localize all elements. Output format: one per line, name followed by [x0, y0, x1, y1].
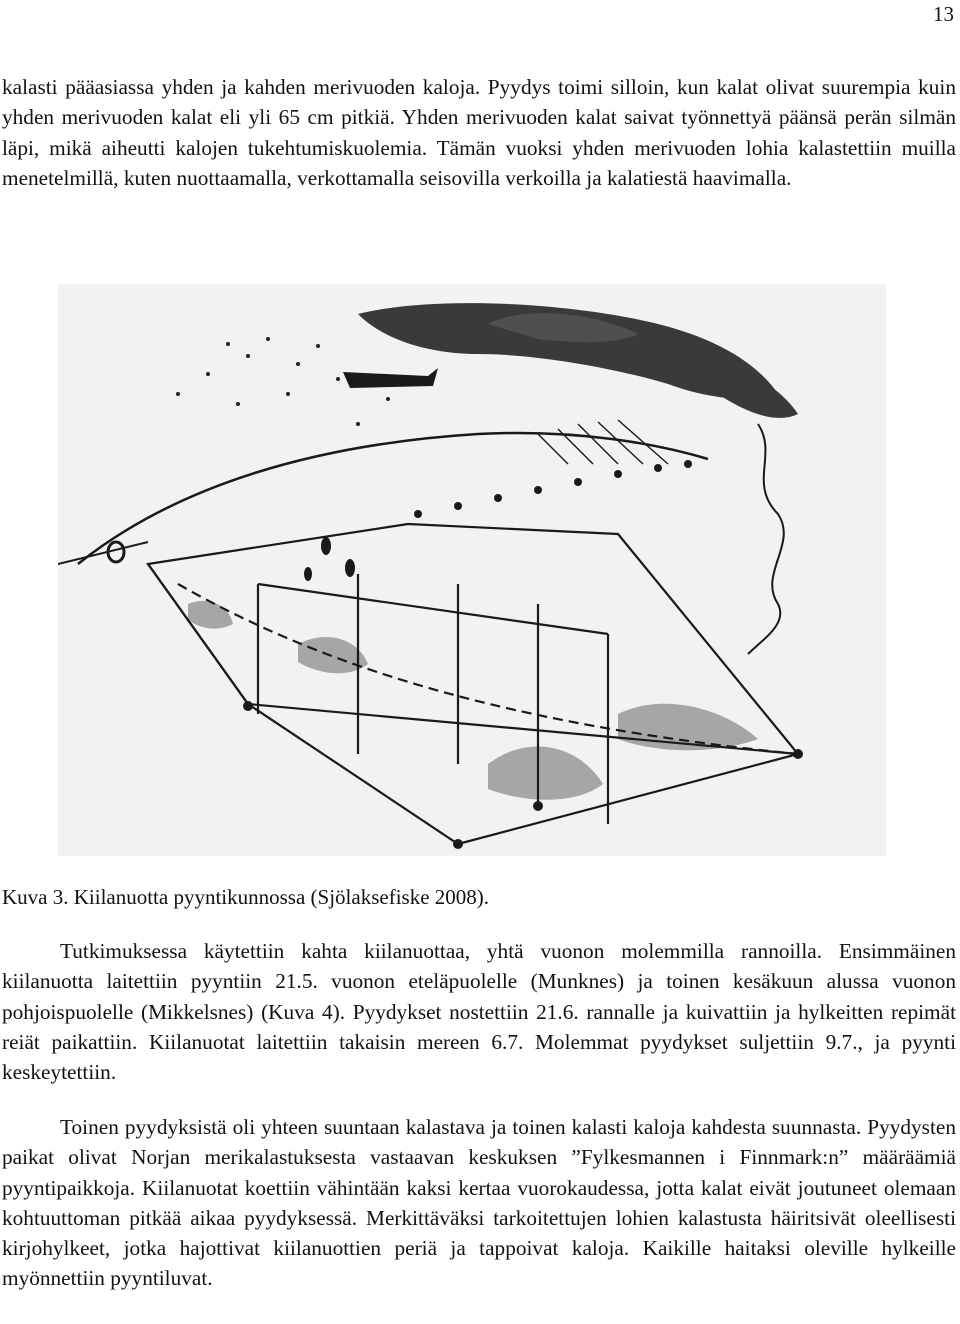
figure-illustration	[58, 284, 886, 856]
fish-icon	[304, 537, 355, 581]
figure-caption: Kuva 3. Kiilanuotta pyyntikunnossa (Sjölaksefiske 2008).	[2, 885, 490, 909]
paragraph-methods: Toinen pyydyksistä oli yhteen suuntaan kalastava ja toinen kalasti kaloja kahdesta suunnasta. Pyydysten paikat olivat Norjan merikalastuksesta vastaavan keskuksen ”Fylkesmannen i Finnmark:n” määräämiä pyyntipaikkoja. Kiilanuotat koettiin vähintään kaksi kertaa vuorokaudessa, jotta kalat eivät joutuneet olemaan kohtuuttoman pitkää aikaa pyydyksessä. Merkittäväksi tarkoitettujen lohien kalastusta häiritsivät oleellisesti kirjohylkeet, jotka hajottivat kiilanuottien periä ja tappoivat kaloja. Kaikille haitaksi oleville hylkeille myönnettiin pyyntiluvat.	[2, 1115, 956, 1291]
paragraph-study: Tutkimuksessa käytettiin kahta kiilanuottaa, yhtä vuonon molemmilla rannoilla. Ensimmäinen kiilanuotta laitettiin pyyntiin 21.5. vuonon eteläpuolelle (Munknes) ja toinen kesäkuun alussa vuonon pohjoispuolelle (Mikkelsnes) (Kuva 4). Pyydykset nostettiin 21.6. rannalle ja kuivattiin ja hylkeitten repimät reiät paikattiin. Kiilanuotat laitettiin takaisin mereen 6.7. Molemmat pyydykset suljettiin 9.7., ja pyynti keskeytettiin.	[2, 939, 956, 1085]
net-frame	[148, 524, 798, 844]
paragraph-intro: kalasti pääasiassa yhden ja kahden merivuoden kaloja. Pyydys toimi silloin, kun kalat olivat suurempia kuin yhden merivuoden kalat eli yli 65 cm pitkiä. Yhden merivuoden kalat saivat työnnettyä päänsä perän silmän läpi, mikä aiheutti kalojen tukehtumiskuolemia. Tämän vuoksi yhden merivuoden lohia kalastettiin muilla menetelmillä, kuten nuottaamalla, verkottamalla seisovilla verkoilla ja kalatiestä haavimalla.	[2, 75, 956, 190]
shoreline-vegetation	[358, 303, 798, 418]
leader-rope	[78, 433, 708, 564]
float-line	[414, 460, 692, 518]
boat	[343, 368, 438, 388]
net-shading	[188, 601, 758, 800]
wedge-net-drawing	[58, 284, 886, 856]
page-number: 13	[933, 2, 954, 26]
hatched-area	[538, 420, 668, 464]
shoreline-line	[748, 424, 784, 654]
